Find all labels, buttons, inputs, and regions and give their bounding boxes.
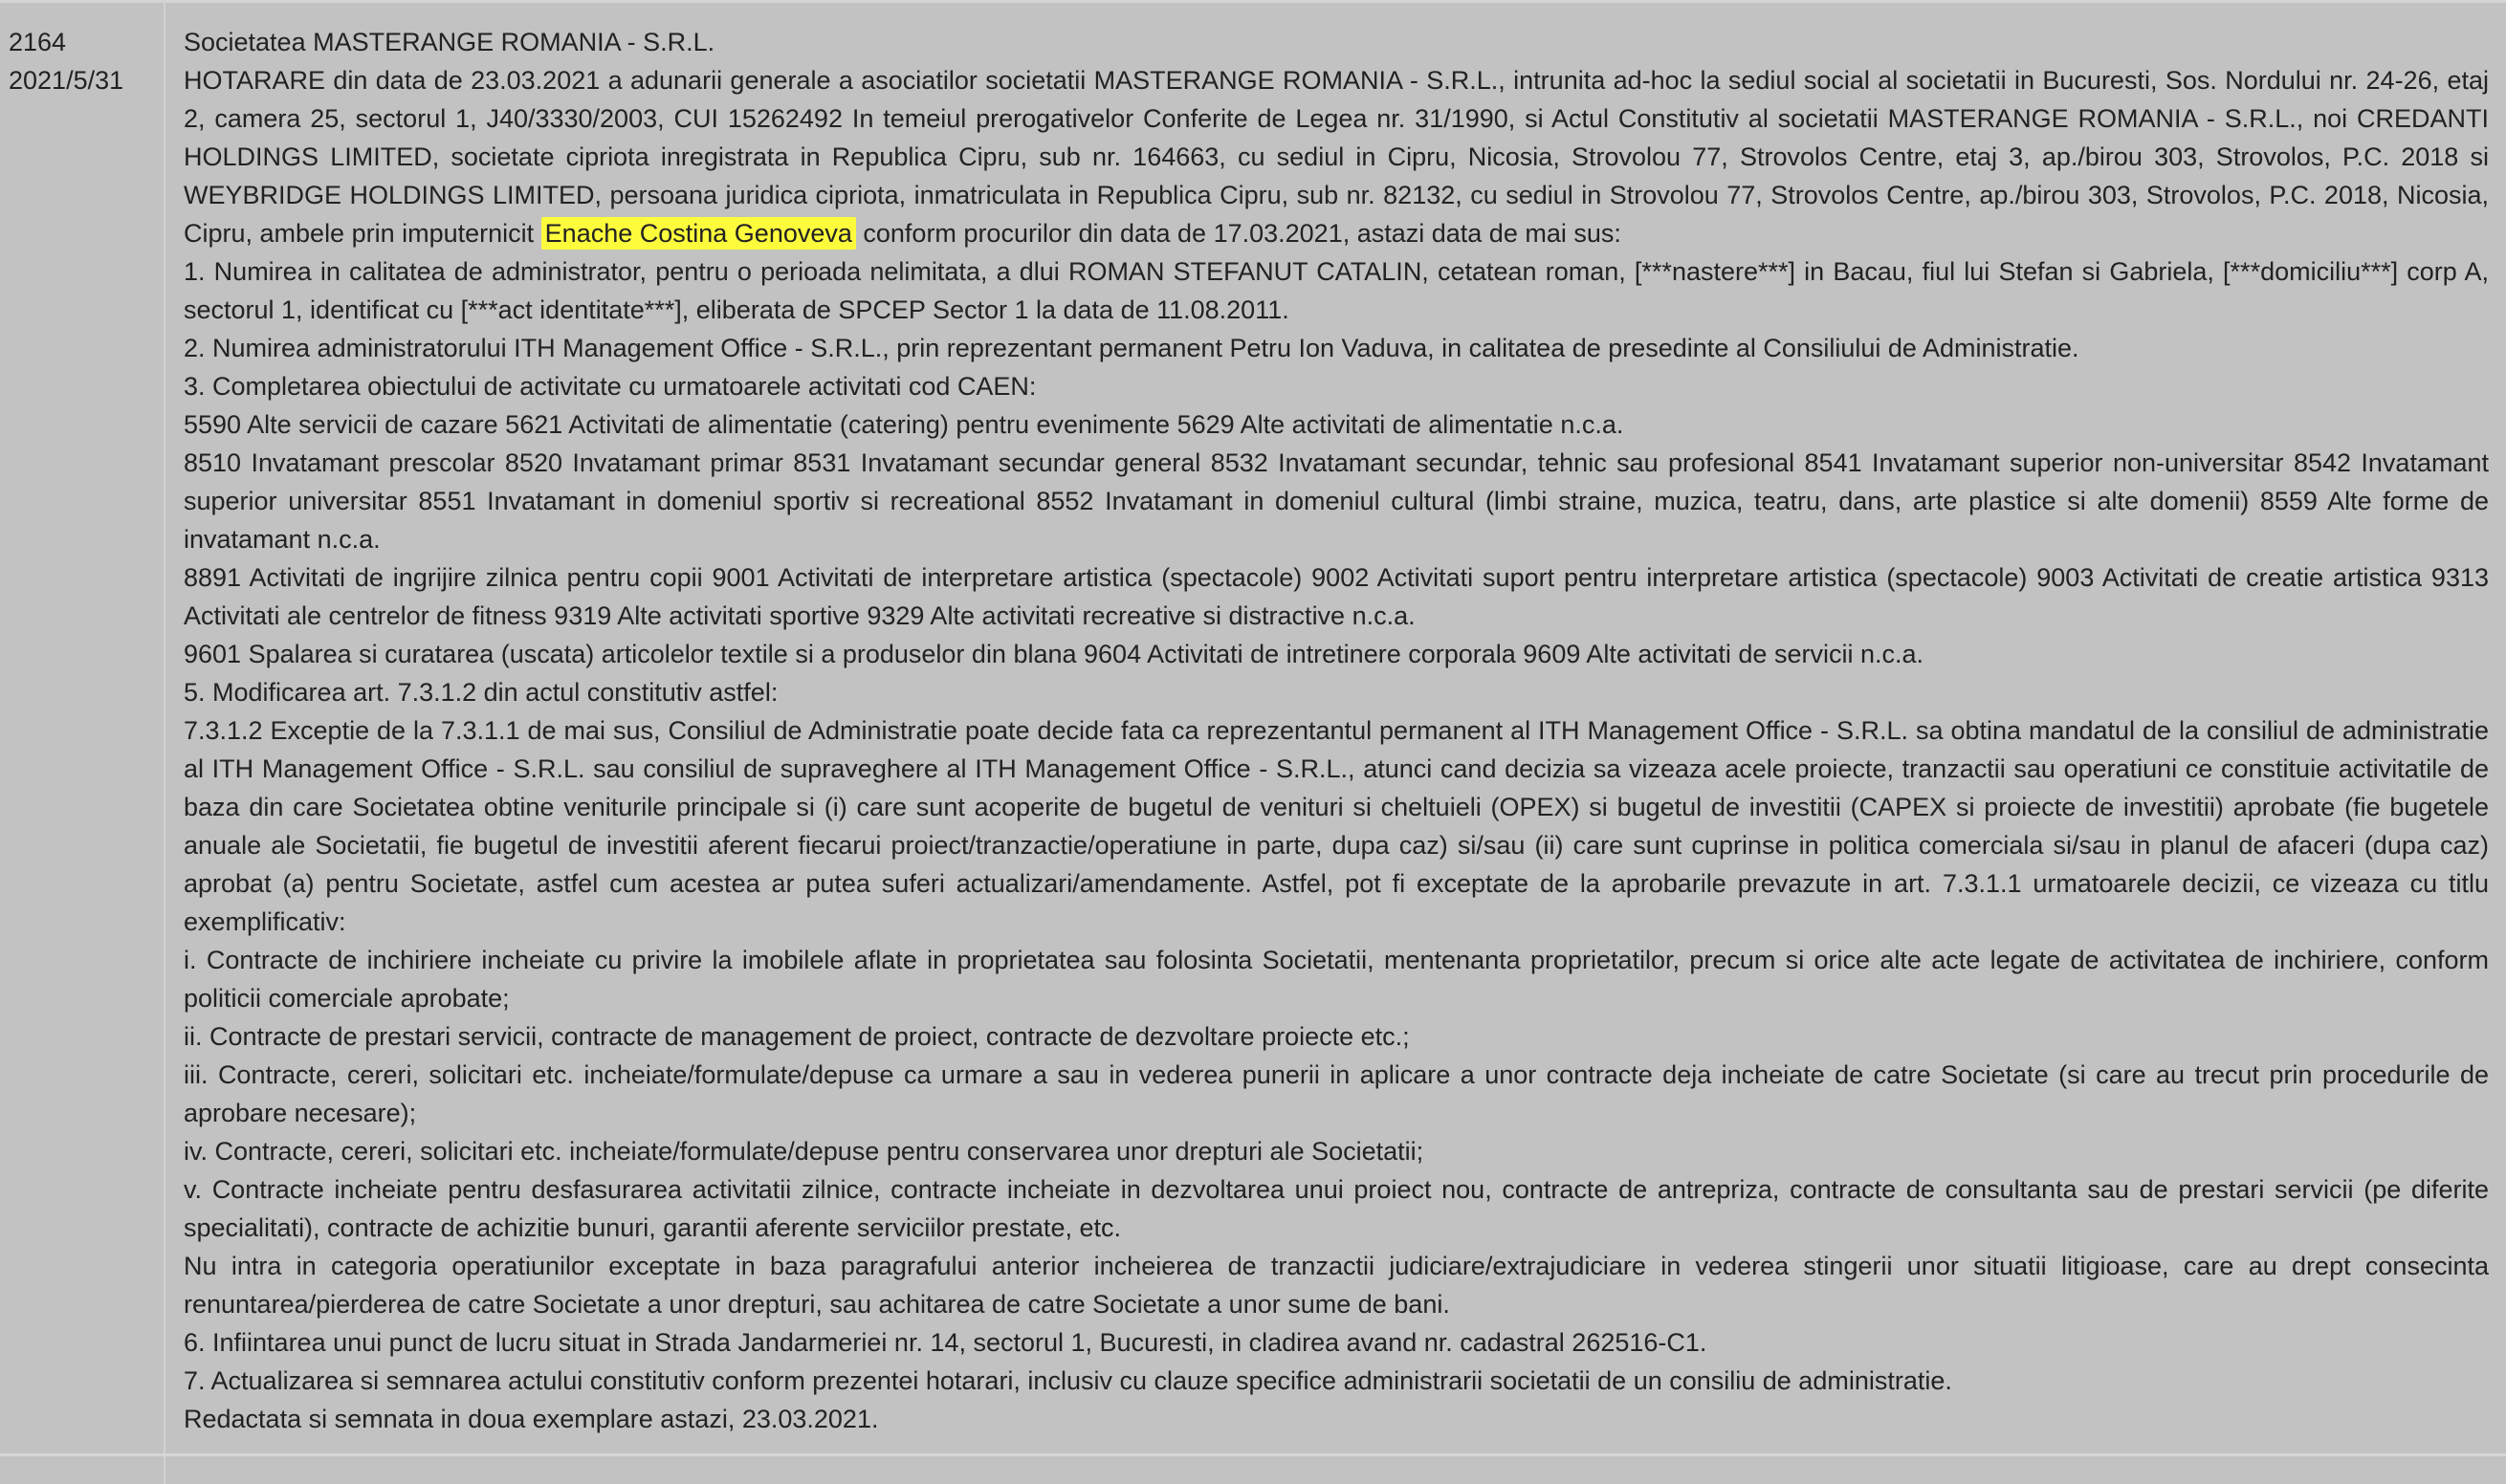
exception-item-ii: ii. Contracte de prestari servicii, contracte de management de proiect, contracte de dezvoltare proiecte etc.; bbox=[184, 1022, 1410, 1051]
exception-item-v: v. Contracte incheiate pentru desfasurarea activitatii zilnice, contracte incheiate in dezvoltarea unui proiect nou, contracte de antrepriza, contracte de consultanta sau de prestari servicii (pe diferite specialitati), contracte de achizitie bunuri, garantii aferente serviciilor prestate, etc. bbox=[184, 1175, 2489, 1242]
signature-note: Redactata si semnata in doua exemplare astazi, 23.03.2021. bbox=[184, 1405, 879, 1433]
record-content-cell bbox=[184, 23, 2489, 1438]
caen-codes-activities: 8891 Activitati de ingrijire zilnica pentru copii 9001 Activitati de interpretare artistica (spectacole) 9002 Activitati suport pentru interpretare artistica (spectacole) 9003 Activitati de creatie artistica 9313 Activitati ale centrelor de fitness 9319 Alte activitati sportive 9329 Alte activitati recreative si distractive n.c.a. bbox=[184, 563, 2489, 630]
intro-text: HOTARARE din data de 23.03.2021 a adunarii generale a asociatilor societatii MASTERANGE ROMANIA - S.R.L., intrunita ad-hoc la sediul social al societatii in Bucuresti, Sos. Nordului nr. 24-26, etaj 2, camera 25, sectorul 1, J40/3330/2003, CUI 15262492 In temeiul prerogativelor Conferite de Legea nr. 31/1990, si Actul Constitutiv al societatii MASTERANGE ROMANIA - S.R.L., noi CREDANTI HOLDINGS LIMITED, societate cipriota inregistrata in Republica Cipru, sub nr. 164663, cu sediul in Cipru, Nicosia, Strovolou 77, Strovolos Centre, etaj 3, ap./birou 303, Strovolos, P.C. 2018 si WEYBRIDGE HOLDINGS LIMITED, persoana juridica cipriota, inmatriculata in Republica Cipru, sub nr. 82132, cu sediul in Strovolou 77, Strovolos Centre, ap./birou 303, Strovolos, P.C. 2018, Nicosia, Cipru, ambele prin imputernicit bbox=[184, 66, 2489, 248]
caen-codes-services: 9601 Spalarea si curatarea (uscata) articolelor textile si a produselor din blana 9604 Activitati de intretinere corporala 9609 Alte activitati de servicii n.c.a. bbox=[184, 640, 1923, 668]
paragraph-item-2: 2. Numirea administratorului ITH Management Office - S.R.L., prin reprezentant permanent Petru Ion Vaduva, in calitatea de presedinte al Consiliului de Administratie. bbox=[184, 334, 2079, 362]
record-date: 2021/5/31 bbox=[9, 66, 124, 95]
exception-item-i: i. Contracte de inchiriere incheiate cu privire la imobilele aflate in proprietatea sau folosinta Societatii, mentenanta proprietatilor, precum si orice alte acte legate de activitatea de inchiriere, conform politicii comerciale aprobate; bbox=[184, 946, 2489, 1013]
article-7312-text: 7.3.1.2 Exceptie de la 7.3.1.1 de mai sus, Consiliul de Administratie poate decide fata ca reprezentantul permanent al ITH Management Office - S.R.L. sa obtina mandatul de la consiliul de administratie al ITH Management Office - S.R.L. sau consiliul de supraveghere al ITH Management Office - S.R.L., atunci cand decizia sa vizeaza acele proiecte, tranzactii sau operatiuni ce constituie activitatile de baza din care Societatea obtine veniturile principale si (i) care sunt acoperite de bugetul de venituri si cheltuieli (OPEX) si bugetul de investitii (CAPEX si proiecte de investitii) aprobate (fie bugetele anuale ale Societatii, fie bugetul de investitii aferent fiecarui proiect/tranzactie/operatiune in parte, dupa caz) si/sau (ii) care sunt cuprinse in politica comerciala si/sau in planul de afaceri (dupa caz) aprobat (a) pentru Societate, astfel cum acestea ar putea suferi actualizari/amendamente. Astfel, pot fi exceptate de la aprobarile prevazute in art. 7.3.1.1 urmatoarele decizii, ce vizeaza cu titlu exemplificativ: bbox=[184, 716, 2489, 936]
intro-text-end: conform procurilor din data de 17.03.2021, astazi data de mai sus: bbox=[855, 219, 1621, 248]
paragraph-item-6: 6. Infiintarea unui punct de lucru situat in Strada Jandarmeriei nr. 14, sectorul 1, Bucuresti, in cladirea avand nr. cadastral 262516-C1. bbox=[184, 1328, 1707, 1357]
paragraph-item-3: 3. Completarea obiectului de activitate cu urmatoarele activitati cod CAEN: bbox=[184, 372, 1037, 401]
column-divider bbox=[164, 0, 165, 1484]
caen-codes-education: 8510 Invatamant prescolar 8520 Invatamant primar 8531 Invatamant secundar general 8532 Invatamant secundar, tehnic sau profesional 8541 Invatamant superior non-universitar 8542 Invatamant superior universitar 8551 Invatamant in domeniul sportiv si recreational 8552 Invatamant in domeniul cultural (limbi straine, muzica, teatru, dans, arte plastice si alte domenii) 8559 Alte forme de invatamant n.c.a. bbox=[184, 448, 2489, 554]
exception-item-iii: iii. Contracte, cereri, solicitari etc. incheiate/formulate/depuse ca urmare a sau in vederea punerii in aplicare a unor contracte deja incheiate de catre Societate (si care au trecut prin procedurile de aprobare necesare); bbox=[184, 1060, 2489, 1127]
highlighted-name: Enache Costina Genoveva bbox=[541, 217, 856, 250]
paragraph-item-5: 5. Modificarea art. 7.3.1.2 din actul constitutiv astfel: bbox=[184, 678, 779, 707]
paragraph-item-1: 1. Numirea in calitatea de administrator, pentru o perioada nelimitata, a dlui ROMAN STEFANUT CATALIN, cetatean roman, [***nastere***] in Bacau, fiul lui Stefan si Gabriela, [***domiciliu***] corp A, sectorul 1, identificat cu [***act identitate***], eliberata de SPCEP Sector 1 la data de 11.08.2011. bbox=[184, 257, 2489, 324]
decision-intro bbox=[184, 61, 2489, 252]
caen-codes-accommodation: 5590 Alte servicii de cazare 5621 Activitati de alimentatie (catering) pentru evenimente 5629 Alte activitati de alimentatie n.c.a. bbox=[184, 410, 1624, 439]
table-top-border bbox=[0, 0, 2506, 3]
exclusion-note: Nu intra in categoria operatiunilor exceptate in baza paragrafului anterior incheierea de tranzactii judiciare/extrajudiciare in vederea stingerii unor situatii litigioase, care au drept consecinta renuntarea/pierderea de catre Societate a unor drepturi, sau achitarea de catre Societate a unor sume de bani. bbox=[184, 1252, 2489, 1319]
record-number: 2164 bbox=[9, 28, 67, 56]
exception-item-iv: iv. Contracte, cereri, solicitari etc. incheiate/formulate/depuse pentru conservarea unor drepturi ale Societatii; bbox=[184, 1137, 1424, 1166]
company-name: Societatea MASTERANGE ROMANIA - S.R.L. bbox=[184, 28, 715, 56]
paragraph-item-7: 7. Actualizarea si semnarea actului constitutiv conform prezentei hotarari, inclusiv cu clauze specifice administrarii societatii de un consiliu de administratie. bbox=[184, 1366, 1952, 1395]
record-meta-cell bbox=[9, 23, 157, 99]
row-divider bbox=[0, 1453, 2506, 1456]
